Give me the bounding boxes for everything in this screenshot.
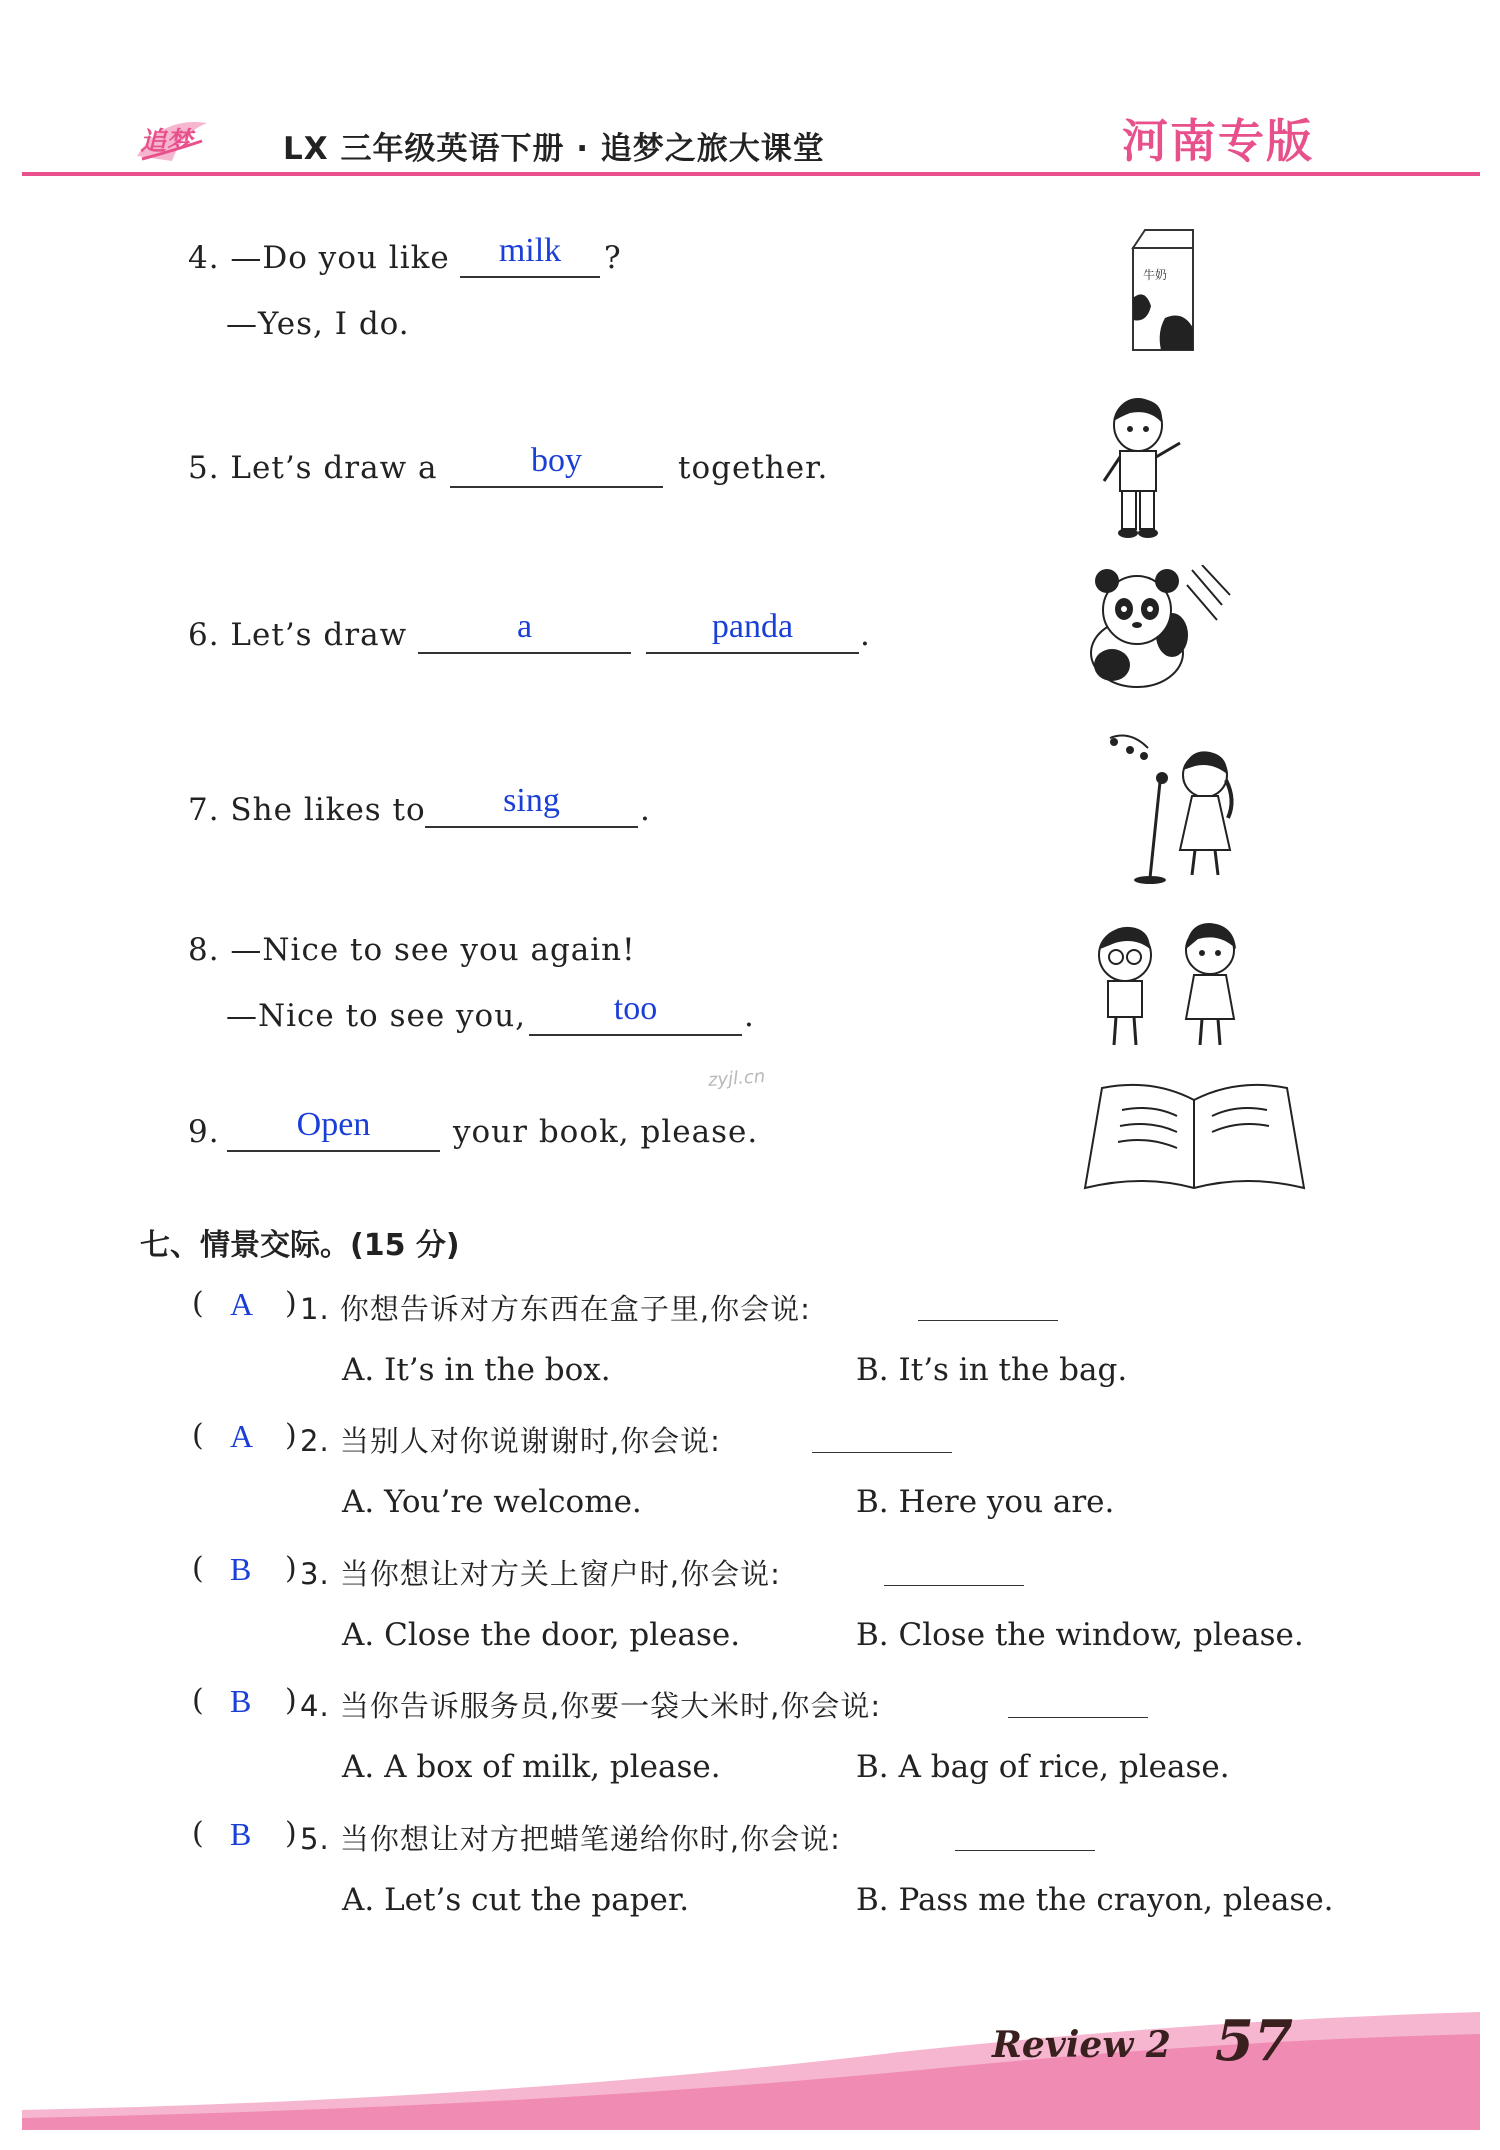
- answer-9: Open: [296, 1106, 371, 1143]
- question-9: 9.: [188, 1114, 220, 1150]
- answer-4: milk: [498, 232, 562, 269]
- choice-4-option-a[interactable]: A. A box of milk, please.: [342, 1749, 721, 1785]
- choice-3-answer[interactable]: B: [230, 1551, 252, 1587]
- section-title: 七、情景交际。(15 分): [140, 1228, 460, 1263]
- choice-2-paren-open: (: [192, 1418, 204, 1453]
- choice-3-paren-close: ): [285, 1551, 297, 1586]
- answer-blank-9[interactable]: [227, 1150, 440, 1152]
- choice-4-paren-close: ): [285, 1683, 297, 1718]
- milk-carton-picture: [1125, 228, 1200, 353]
- choice-4-paren-open: (: [192, 1683, 204, 1718]
- question-5: 5. Let’s draw a: [188, 450, 438, 486]
- panda-icon: [1082, 565, 1232, 690]
- choice-2-blank: [812, 1452, 952, 1453]
- choice-3-blank: [884, 1585, 1024, 1586]
- open-book-picture: [1082, 1078, 1307, 1193]
- question-8: 8. —Nice to see you again!: [188, 932, 636, 968]
- choice-2-paren-close: ): [285, 1418, 297, 1453]
- choice-3-option-b[interactable]: B. Close the window, please.: [856, 1617, 1304, 1653]
- choice-1-paren-open: (: [192, 1286, 204, 1321]
- question-8-reply: —Nice to see you,: [226, 998, 527, 1034]
- choice-4-blank: [1008, 1717, 1148, 1718]
- logo-text: 追梦: [140, 127, 193, 157]
- choice-5-blank: [955, 1850, 1095, 1851]
- choice-2-answer[interactable]: A: [230, 1418, 254, 1454]
- header-rule: [22, 172, 1480, 176]
- choice-3-option-a[interactable]: A. Close the door, please.: [342, 1617, 741, 1653]
- header: [0, 95, 1500, 185]
- choice-3-question: 3. 当你想让对方关上窗户时,你会说:: [300, 1557, 781, 1591]
- watermark: zyjl.cn: [707, 1066, 766, 1091]
- question-7: 7. She likes to: [188, 792, 426, 828]
- question-6-tail: .: [860, 617, 871, 653]
- footer-band: [0, 1990, 1500, 2146]
- question-4-reply: —Yes, I do.: [226, 306, 410, 342]
- answer-6b: panda: [711, 608, 794, 645]
- page-number: 57: [1215, 2008, 1293, 2074]
- choice-5-paren-open: (: [192, 1816, 204, 1851]
- question-7-tail: .: [640, 792, 651, 828]
- choice-1-option-b[interactable]: B. It’s in the bag.: [856, 1352, 1128, 1388]
- answer-5: boy: [531, 442, 582, 479]
- answer-blank-5[interactable]: [450, 486, 663, 488]
- question-8-tail: .: [744, 998, 755, 1034]
- open-book-icon: [1082, 1078, 1307, 1193]
- girl-singing-picture: [1100, 730, 1250, 885]
- choice-1-question: 1. 你想告诉对方东西在盒子里,你会说:: [300, 1292, 811, 1326]
- choice-3-paren-open: (: [192, 1551, 204, 1586]
- panda-picture: [1082, 565, 1232, 690]
- answer-blank-7[interactable]: [425, 826, 638, 828]
- answer-7: sing: [503, 782, 560, 819]
- two-children-picture: [1080, 915, 1260, 1050]
- choice-5-option-a[interactable]: A. Let’s cut the paper.: [342, 1882, 690, 1918]
- choice-2-question: 2. 当别人对你说谢谢时,你会说:: [300, 1424, 721, 1458]
- boy-picture: [1090, 395, 1190, 540]
- carton-label: 牛奶: [1143, 268, 1168, 282]
- question-6: 6. Let’s draw: [188, 617, 408, 653]
- choice-1-paren-close: ): [285, 1286, 297, 1321]
- choice-2-option-a[interactable]: A. You’re welcome.: [342, 1484, 642, 1520]
- choice-2-option-b[interactable]: B. Here you are.: [856, 1484, 1115, 1520]
- girl-singing-icon: [1100, 730, 1250, 885]
- answer-blank-6a[interactable]: [418, 652, 631, 654]
- choice-4-answer[interactable]: B: [230, 1683, 252, 1719]
- answer-6a: a: [516, 608, 533, 645]
- question-4: 4. —Do you like: [188, 240, 450, 276]
- choice-5-question: 5. 当你想让对方把蜡笔递给你时,你会说:: [300, 1822, 841, 1856]
- footer-unit: Review 2: [992, 2024, 1171, 2066]
- choice-4-question: 4. 当你告诉服务员,你要一袋大米时,你会说:: [300, 1689, 882, 1723]
- boy-icon: [1090, 395, 1190, 540]
- question-5-tail: together.: [678, 450, 829, 486]
- question-9-tail: your book, please.: [453, 1114, 759, 1150]
- choice-5-paren-close: ): [285, 1816, 297, 1851]
- choice-1-option-a[interactable]: A. It’s in the box.: [342, 1352, 611, 1388]
- choice-5-option-b[interactable]: B. Pass me the crayon, please.: [856, 1882, 1334, 1918]
- answer-8: too: [613, 990, 658, 1027]
- choice-4-option-b[interactable]: B. A bag of rice, please.: [856, 1749, 1230, 1785]
- header-title: LX 三年级英语下册 · 追梦之旅大课堂: [283, 131, 825, 167]
- choice-5-answer[interactable]: B: [230, 1816, 252, 1852]
- answer-blank-8[interactable]: [529, 1034, 742, 1036]
- answer-blank-4[interactable]: [460, 276, 600, 278]
- two-children-icon: [1080, 915, 1260, 1050]
- choice-1-blank: [918, 1320, 1058, 1321]
- question-4-mark: ?: [604, 240, 622, 276]
- edition-label: 河南专版: [1122, 114, 1314, 168]
- answer-blank-6b[interactable]: [646, 652, 859, 654]
- choice-1-answer[interactable]: A: [230, 1286, 254, 1322]
- logo: [132, 111, 212, 171]
- milk-carton-icon: [1125, 228, 1200, 353]
